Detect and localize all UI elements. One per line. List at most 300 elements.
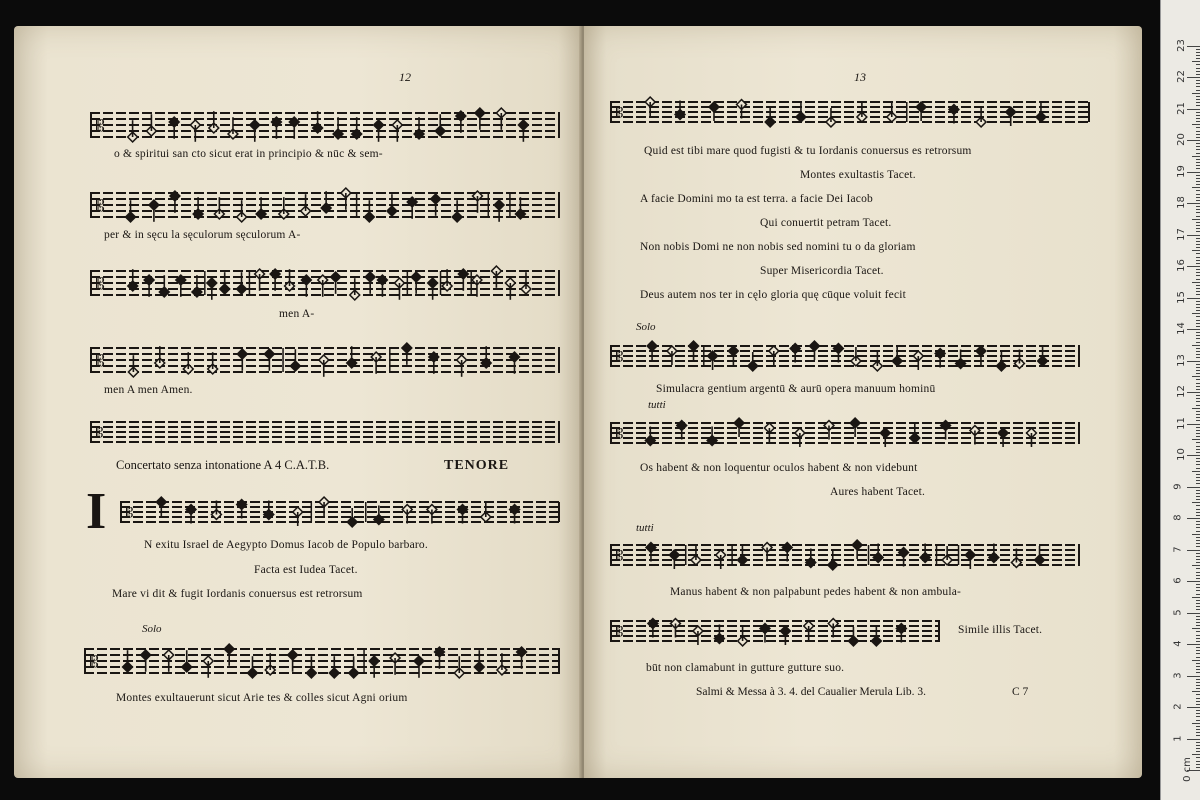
- ruler-tick: [1196, 373, 1200, 374]
- ruler-tick: [1192, 187, 1200, 188]
- ruler-tick: [1196, 606, 1200, 607]
- ruler-tick: [1187, 644, 1200, 645]
- ruler-tick: [1196, 600, 1200, 601]
- ruler-number: 17: [1175, 227, 1187, 241]
- ruler-tick: [1192, 250, 1200, 251]
- ruler-tick: [1196, 134, 1200, 135]
- ruler-tick: [1192, 408, 1200, 409]
- ruler-tick: [1196, 446, 1200, 447]
- ruler-tick: [1192, 313, 1200, 314]
- ruler-tick: [1196, 80, 1200, 81]
- music-staff: [90, 254, 560, 314]
- ruler-tick: [1196, 291, 1200, 292]
- ruler-number: 5: [1172, 608, 1184, 616]
- lyric-line: A facie Domini mo ta est terra. a facie Dei Iacob: [640, 193, 873, 205]
- clef-icon: 𝄡: [616, 350, 624, 365]
- ruler-tick: [1196, 430, 1200, 431]
- ruler-tick: [1192, 565, 1200, 566]
- ruler-tick: [1196, 761, 1200, 762]
- ruler-tick: [1196, 367, 1200, 368]
- ruler-tick: [1196, 149, 1200, 150]
- ruler-tick: [1196, 720, 1200, 721]
- ruler-tick: [1196, 228, 1200, 229]
- clef-icon: 𝄡: [90, 653, 99, 671]
- ruler-tick: [1196, 294, 1200, 295]
- ruler-number: 22: [1175, 70, 1187, 83]
- lyric-line: Facta est Iudea Tacet.: [254, 564, 358, 576]
- ruler-number: 9: [1172, 482, 1184, 490]
- ruler-tick: [1196, 178, 1200, 179]
- ruler-tick: [1196, 146, 1200, 147]
- ruler-tick: [1192, 534, 1200, 535]
- ruler-tick: [1192, 93, 1200, 94]
- ruler-tick: [1196, 452, 1200, 453]
- ruler-tick: [1196, 159, 1200, 160]
- ruler-tick: [1196, 458, 1200, 459]
- decorated-initial: I: [86, 483, 107, 540]
- ruler-tick: [1196, 553, 1200, 554]
- ruler-tick: [1196, 326, 1200, 327]
- ruler-tick: [1196, 212, 1200, 213]
- ruler-tick: [1196, 354, 1200, 355]
- ruler-tick: [1196, 348, 1200, 349]
- ruler-tick: [1196, 590, 1200, 591]
- ruler-tick: [1196, 335, 1200, 336]
- ruler-tick: [1196, 118, 1200, 119]
- voice-part-label: TENORE: [444, 458, 510, 473]
- ruler-tick: [1196, 168, 1200, 169]
- clef-icon: 𝄡: [96, 117, 105, 135]
- ruler-tick: [1192, 754, 1200, 755]
- ruler-tick: [1196, 310, 1200, 311]
- ruler-tick: [1196, 64, 1200, 65]
- ruler-number: 10: [1175, 448, 1187, 461]
- ruler-tick: [1192, 628, 1200, 629]
- ruler-tick: [1196, 483, 1200, 484]
- ruler-tick: [1196, 572, 1200, 573]
- ruler-tick: [1196, 184, 1200, 185]
- ruler-tick: [1196, 625, 1200, 626]
- clef-icon: 𝄡: [96, 426, 104, 441]
- ruler-tick: [1196, 631, 1200, 632]
- ruler-tick: [1196, 405, 1200, 406]
- ruler-tick: [1192, 723, 1200, 724]
- ruler-tick: [1196, 417, 1200, 418]
- ruler-tick: [1187, 46, 1200, 47]
- ruler-tick: [1196, 546, 1200, 547]
- ruler-tick: [1196, 669, 1200, 670]
- ruler-tick: [1196, 316, 1200, 317]
- ruler-tick: [1192, 156, 1200, 157]
- ruler-tick: [1196, 474, 1200, 475]
- ruler-tick: [1196, 115, 1200, 116]
- lyric-line: o & spiritui san cto sicut erat in principio & nūc & sem-: [114, 148, 383, 160]
- ruler-tick: [1196, 609, 1200, 610]
- ruler-tick: [1187, 266, 1200, 267]
- ruler-tick: [1196, 105, 1200, 106]
- ruler-tick: [1196, 162, 1200, 163]
- ruler-tick: [1196, 701, 1200, 702]
- ruler-tick: [1196, 411, 1200, 412]
- ruler-number: 21: [1175, 101, 1187, 115]
- ruler-tick: [1196, 638, 1200, 639]
- ruler-tick: [1196, 222, 1200, 223]
- ruler-tick: [1187, 140, 1200, 141]
- music-staff: [84, 634, 560, 689]
- ruler-tick: [1196, 49, 1200, 50]
- ruler-tick: [1192, 124, 1200, 125]
- ruler-tick: [1196, 200, 1200, 201]
- ruler-tick: [1196, 414, 1200, 415]
- lyric-line: Simulacra gentium argentū & aurū opera manuum hominū: [656, 383, 936, 395]
- clef-icon: 𝄡: [126, 506, 134, 521]
- ruler-tick: [1192, 471, 1200, 472]
- page-number: 12: [399, 70, 411, 84]
- concertato-title: Concertato senza intonatione A 4 C.A.T.B.: [116, 458, 330, 472]
- ruler-tick: [1196, 99, 1200, 100]
- right-page: [584, 26, 1142, 778]
- ruler-tick: [1196, 263, 1200, 264]
- ruler-number: 19: [1175, 164, 1187, 178]
- music-staff: [90, 176, 560, 236]
- empty-staff: [90, 411, 560, 451]
- ruler-number: 12: [1175, 385, 1187, 398]
- ruler-number: 15: [1175, 290, 1187, 304]
- ruler-tick: [1192, 345, 1200, 346]
- clef-icon: 𝄡: [616, 106, 624, 121]
- lyric-line: būt non clamabunt in gutture gutture suo.: [646, 662, 845, 674]
- ruler-tick: [1196, 260, 1200, 261]
- lyric-line: Qui conuertit petram Tacet.: [760, 217, 892, 229]
- ruler-tick: [1196, 231, 1200, 232]
- page-number: 13: [854, 70, 866, 84]
- ruler-tick: [1196, 383, 1200, 384]
- ruler-tick: [1187, 172, 1200, 173]
- ruler-tick: [1196, 401, 1200, 402]
- ruler-tick: [1192, 282, 1200, 283]
- ruler-tick: [1196, 688, 1200, 689]
- signature-mark: C 7: [1012, 686, 1029, 698]
- ruler-tick: [1187, 361, 1200, 362]
- ruler-tick: [1196, 83, 1200, 84]
- ruler-number: 18: [1175, 196, 1187, 209]
- clef-icon: 𝄡: [96, 352, 105, 370]
- ruler-tick: [1196, 716, 1200, 717]
- ruler-number: 16: [1175, 259, 1187, 272]
- lyric-line: Montes exultastis Tacet.: [800, 169, 916, 181]
- ruler-tick: [1196, 225, 1200, 226]
- ruler-tick: [1196, 436, 1200, 437]
- ruler-tick: [1196, 521, 1200, 522]
- ruler-tick: [1187, 613, 1200, 614]
- lyric-line: Quid est tibi mare quod fugisti & tu Iordanis conuersus es retrorsum: [644, 145, 972, 157]
- lyric-line: Non nobis Domi ne non nobis sed nomini tu o da gloriam: [640, 241, 916, 253]
- ruler-tick: [1196, 257, 1200, 258]
- music-staff: [610, 608, 940, 656]
- ruler-tick: [1187, 392, 1200, 393]
- ruler-tick: [1196, 206, 1200, 207]
- ruler-tick: [1196, 427, 1200, 428]
- ruler-tick: [1196, 543, 1200, 544]
- ruler-tick: [1196, 635, 1200, 636]
- ruler-tick: [1196, 71, 1200, 72]
- ruler-tick: [1196, 165, 1200, 166]
- clef-icon: 𝄡: [616, 427, 624, 442]
- ruler-tick: [1196, 127, 1200, 128]
- solo-label: Solo: [636, 321, 656, 333]
- lyric-line: per & in sęcu la sęculorum sęculorum A-: [104, 229, 301, 241]
- ruler-tick: [1196, 524, 1200, 525]
- ruler-tick: [1187, 424, 1200, 425]
- ruler-tick: [1196, 468, 1200, 469]
- ruler-tick: [1196, 477, 1200, 478]
- ruler-tick: [1196, 672, 1200, 673]
- ruler-tick: [1196, 253, 1200, 254]
- ruler-tick: [1196, 58, 1200, 59]
- ruler-tick: [1196, 121, 1200, 122]
- music-staff: [90, 331, 560, 391]
- ruler-tick: [1196, 568, 1200, 569]
- lyric-line: Os habent & non loquentur oculos habent & non videbunt: [640, 462, 918, 474]
- ruler-tick: [1192, 219, 1200, 220]
- ruler-tick: [1196, 332, 1200, 333]
- ruler-tick: [1196, 685, 1200, 686]
- music-staff: [610, 532, 1080, 580]
- ruler-tick: [1187, 329, 1200, 330]
- ruler-tick: [1196, 751, 1200, 752]
- ruler-tick: [1196, 616, 1200, 617]
- lyric-line: Mare vi dit & fugit Iordanis conuersus est retrorsum: [112, 588, 363, 600]
- clef-icon: 𝄡: [616, 549, 624, 564]
- lyric-line: Aures habent Tacet.: [830, 486, 926, 498]
- ruler-tick: [1196, 505, 1200, 506]
- music-staff: [610, 88, 1090, 138]
- ruler-tick: [1192, 376, 1200, 377]
- ruler-tick: [1187, 203, 1200, 204]
- ruler-tick: [1187, 109, 1200, 110]
- music-staff: [610, 410, 1080, 458]
- ruler-number: 11: [1175, 416, 1187, 430]
- ruler-tick: [1196, 244, 1200, 245]
- ruler-tick: [1196, 112, 1200, 113]
- ruler-tick: [1196, 190, 1200, 191]
- ruler-tick: [1196, 323, 1200, 324]
- open-book: [14, 26, 1142, 778]
- lyric-line: Super Misericordia Tacet.: [760, 265, 884, 277]
- ruler-tick: [1187, 518, 1200, 519]
- ruler-tick: [1196, 197, 1200, 198]
- music-staff: [120, 488, 560, 538]
- clef-icon: 𝄡: [616, 625, 624, 640]
- ruler-tick: [1196, 556, 1200, 557]
- ruler-tick: [1196, 559, 1200, 560]
- ruler-tick: [1196, 745, 1200, 746]
- ruler-tick: [1196, 52, 1200, 53]
- lyric-line: Deus autem nos ter in cęlo gloria quę cūque voluit fecit: [640, 289, 907, 301]
- clef-icon: 𝄡: [96, 197, 105, 215]
- ruler-tick: [1196, 102, 1200, 103]
- ruler-number: 23: [1175, 38, 1187, 52]
- ruler-tick: [1196, 86, 1200, 87]
- ruler-tick: [1196, 748, 1200, 749]
- ruler-tick: [1196, 351, 1200, 352]
- ruler-tick: [1196, 379, 1200, 380]
- ruler-tick: [1196, 480, 1200, 481]
- ruler-tick: [1196, 764, 1200, 765]
- ruler-tick: [1192, 502, 1200, 503]
- ruler-tick: [1196, 713, 1200, 714]
- ruler-tick: [1196, 449, 1200, 450]
- tutti-label: tutti: [636, 522, 654, 534]
- ruler-tick: [1196, 288, 1200, 289]
- ruler-tick: [1196, 603, 1200, 604]
- ruler-tick: [1196, 499, 1200, 500]
- ruler-tick: [1196, 622, 1200, 623]
- ruler-number: 14: [1175, 322, 1187, 335]
- ruler-tick: [1196, 575, 1200, 576]
- ruler-tick: [1196, 666, 1200, 667]
- ruler-tick: [1187, 298, 1200, 299]
- ruler-tick: [1196, 269, 1200, 270]
- ruler-number: 2: [1172, 703, 1184, 710]
- ruler-tick: [1187, 455, 1200, 456]
- page-footer: Salmi & Messa à 3. 4. del Caualier Merula Lib. 3.: [696, 686, 926, 698]
- ruler-tick: [1196, 729, 1200, 730]
- ruler-tick: [1196, 562, 1200, 563]
- ruler-tick: [1196, 698, 1200, 699]
- ruler-tick: [1187, 707, 1200, 708]
- ruler-tick: [1196, 131, 1200, 132]
- ruler-number: 8: [1172, 514, 1184, 521]
- ruler-tick: [1196, 647, 1200, 648]
- lyric-line: N exitu Israel de Aegypto Domus Iacob de Populo barbaro.: [144, 539, 428, 551]
- ruler-tick: [1192, 660, 1200, 661]
- ruler-tick: [1196, 704, 1200, 705]
- ruler-tick: [1196, 442, 1200, 443]
- ruler-tick: [1196, 732, 1200, 733]
- ruler-tick: [1196, 275, 1200, 276]
- lyric-line: Simile illis Tacet.: [958, 624, 1043, 636]
- measuring-ruler: [1160, 0, 1200, 800]
- ruler-tick: [1196, 694, 1200, 695]
- ruler-number: 1: [1172, 734, 1184, 742]
- ruler-tick: [1196, 395, 1200, 396]
- ruler-tick: [1196, 338, 1200, 339]
- ruler-number: 20: [1175, 133, 1187, 146]
- ruler-tick: [1196, 679, 1200, 680]
- ruler-tick: [1196, 584, 1200, 585]
- solo-label: Solo: [142, 623, 162, 635]
- ruler-tick: [1196, 272, 1200, 273]
- ruler-tick: [1187, 550, 1200, 551]
- ruler-tick: [1192, 691, 1200, 692]
- ruler-tick: [1187, 77, 1200, 78]
- ruler-number: 6: [1172, 577, 1184, 584]
- ruler-tick: [1196, 364, 1200, 365]
- ruler-tick: [1196, 663, 1200, 664]
- ruler-tick: [1196, 653, 1200, 654]
- ruler-tick: [1187, 739, 1200, 740]
- lyric-line: men A-: [279, 308, 315, 320]
- ruler-tick: [1196, 537, 1200, 538]
- ruler-tick: [1187, 487, 1200, 488]
- ruler-number: 4: [1172, 640, 1184, 647]
- ruler-number: 7: [1172, 545, 1184, 553]
- ruler-tick: [1196, 490, 1200, 491]
- ruler-tick: [1196, 493, 1200, 494]
- ruler-tick: [1196, 742, 1200, 743]
- ruler-tick: [1196, 594, 1200, 595]
- ruler-number: 13: [1175, 353, 1187, 367]
- ruler-tick: [1196, 153, 1200, 154]
- ruler-tick: [1196, 301, 1200, 302]
- ruler-tick: [1196, 461, 1200, 462]
- ruler-tick: [1196, 389, 1200, 390]
- ruler-tick: [1196, 68, 1200, 69]
- ruler-tick: [1196, 216, 1200, 217]
- ruler-tick: [1196, 342, 1200, 343]
- left-page: [14, 26, 581, 778]
- ruler-tick: [1196, 726, 1200, 727]
- ruler-tick: [1196, 307, 1200, 308]
- ruler-tick: [1196, 757, 1200, 758]
- ruler-tick: [1196, 241, 1200, 242]
- ruler-tick: [1196, 247, 1200, 248]
- ruler-tick: [1196, 512, 1200, 513]
- ruler-tick: [1187, 235, 1200, 236]
- ruler-tick: [1196, 710, 1200, 711]
- ruler-tick: [1196, 509, 1200, 510]
- lyric-line: men A men Amen.: [104, 384, 193, 396]
- ruler-tick: [1196, 464, 1200, 465]
- ruler-tick: [1187, 581, 1200, 582]
- ruler-tick: [1196, 641, 1200, 642]
- ruler-tick: [1196, 279, 1200, 280]
- ruler-tick: [1196, 209, 1200, 210]
- ruler-tick: [1196, 515, 1200, 516]
- ruler-tick: [1196, 194, 1200, 195]
- ruler-tick: [1192, 597, 1200, 598]
- ruler-tick: [1196, 304, 1200, 305]
- ruler-tick: [1196, 682, 1200, 683]
- ruler-number: 0 cm: [1181, 757, 1193, 782]
- ruler-tick: [1196, 386, 1200, 387]
- ruler-tick: [1196, 650, 1200, 651]
- ruler-tick: [1196, 657, 1200, 658]
- ruler-tick: [1196, 420, 1200, 421]
- ruler-tick: [1196, 540, 1200, 541]
- ruler-tick: [1196, 90, 1200, 91]
- clef-icon: 𝄡: [96, 275, 105, 293]
- ruler-tick: [1196, 320, 1200, 321]
- ruler-tick: [1187, 676, 1200, 677]
- music-staff: [90, 96, 560, 156]
- ruler-tick: [1196, 735, 1200, 736]
- ruler-tick: [1196, 496, 1200, 497]
- tutti-label: tutti: [648, 399, 666, 411]
- ruler-tick: [1196, 285, 1200, 286]
- ruler-tick: [1196, 587, 1200, 588]
- ruler-tick: [1196, 578, 1200, 579]
- ruler-tick: [1196, 143, 1200, 144]
- ruler-tick: [1196, 767, 1200, 768]
- ruler-tick: [1196, 433, 1200, 434]
- ruler-tick: [1196, 357, 1200, 358]
- ruler-tick: [1196, 531, 1200, 532]
- ruler-tick: [1196, 619, 1200, 620]
- ruler-tick: [1196, 74, 1200, 75]
- ruler-tick: [1196, 238, 1200, 239]
